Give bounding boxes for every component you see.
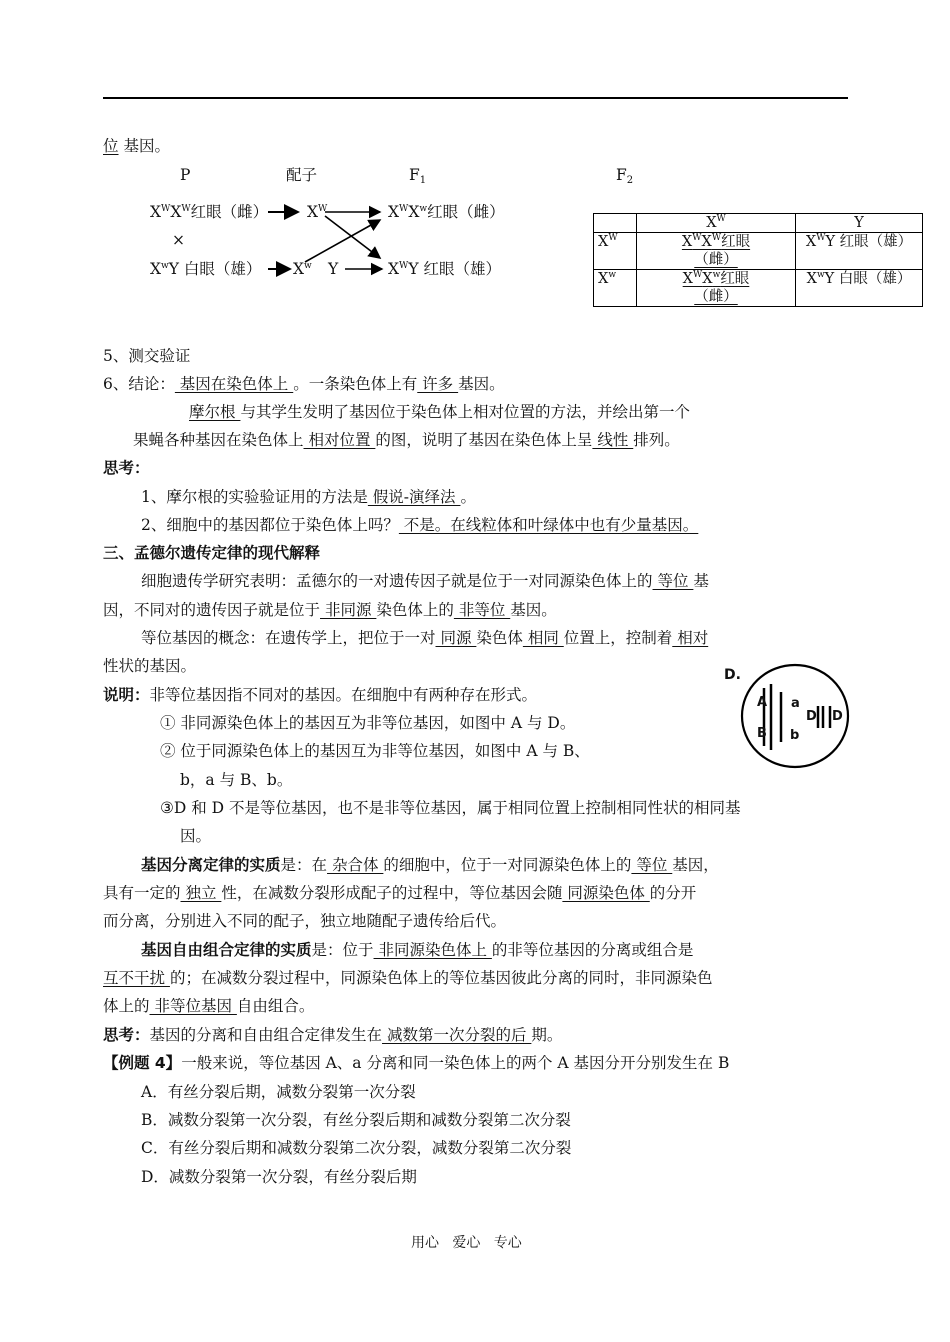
gene-D-right: D [832, 709, 843, 724]
lead-line: 位 基因。 [103, 137, 170, 155]
f1-male: $X^WY$ 红眼（雄） [388, 260, 501, 278]
para-2a: 等位基因的概念：在遗传学上，把位于一对 同源 染色体 相同 位置上，控制着 相对 [141, 629, 709, 647]
label-f1: $F_1$ [409, 166, 427, 186]
f2-punnett-table: $X^W$ Y $X^W$ $X^WX^W$红眼 （雌） $X^WY$ 红眼（雄） $X^w$ $X^WX^w$红眼 （雌） $X^wY$ 白眼（雄） [593, 213, 923, 307]
assortment-line-1: 基因自由组合定律的实质是：位于 非同源染色体上 的非等位基因的分离或组合是 [141, 941, 694, 959]
label-p: P [180, 166, 191, 184]
option-a: A．有丝分裂后期，减数分裂第一次分裂 [141, 1083, 416, 1101]
note-item-1: ① 非同源染色体上的基因互为非等位基因，如图中 A 与 D。 [160, 714, 576, 732]
figure-label: D. [724, 667, 741, 683]
label-gamete: 配子 [286, 166, 318, 184]
section-5: 5、测交验证 [103, 347, 191, 365]
segregation-line-1: 基因分离定律的实质是：在 杂合体 的细胞中，位于一对同源染色体上的 等位 基因， [141, 856, 719, 874]
gene-b: b [790, 728, 800, 743]
f1-female: $X^WX^w$红眼（雌） [388, 203, 505, 221]
option-d: D．减数分裂第一次分裂，有丝分裂后期 [141, 1168, 417, 1186]
option-c: C．有丝分裂后期和减数分裂第二次分裂，减数分裂第二次分裂 [141, 1139, 572, 1157]
example-4: 【例题 4】一般来说，等位基因 A、a 分离和同一染色体上的两个 A 基因分开分别发生在 B [103, 1054, 730, 1072]
assortment-line-3: 体上的 非等位基因 自由组合。 [103, 997, 315, 1015]
page-footer: 用心 爱心 专心 [411, 1235, 522, 1251]
option-b: B．减数分裂第一次分裂，有丝分裂后期和减数分裂第二次分裂 [141, 1111, 571, 1129]
para-1b: 因，不同对的遗传因子就是位于 非同源 染色体上的 非等位 基因。 [103, 601, 557, 619]
morgan-line-2: 果蝇各种基因在染色体上 相对位置 的图，说明了基因在染色体上呈 线性 排列。 [133, 431, 680, 449]
p-male: $X^wY$ 白眼（雄） [150, 260, 262, 278]
cross-symbol: × [172, 231, 185, 249]
p-female: $X^WX^W$红眼（雌） [150, 203, 269, 221]
segregation-line-3: 而分离，分别进入不同的配子，独立地随配子遗传给后代。 [103, 912, 507, 930]
gamete-male-y: Y [328, 260, 339, 278]
segregation-line-2: 具有一定的 独立 性，在减数分裂形成配子的过程中，等位基因会随 同源染色体 的分开 [103, 884, 697, 902]
gene-D-left: D [806, 709, 817, 724]
note-item-3b: 因。 [180, 827, 212, 845]
morgan-line-1: 摩尔根 与其学生发明了基因位于染色体上相对位置的方法，并绘出第一个 [189, 403, 690, 421]
note-line: 说明：非等位基因指不同对的基因。在细胞中有两种存在形式。 [103, 686, 538, 704]
note-item-2b: b，a 与 B、b。 [180, 771, 293, 789]
note-item-2a: ② 位于同源染色体上的基因互为非等位基因，如图中 A 与 B、 [160, 742, 590, 760]
question-2: 2、细胞中的基因都位于染色体上吗？ 不是。在线粒体和叶绿体中也有少量基因。 [141, 516, 699, 534]
para-1a: 细胞遗传学研究表明：孟德尔的一对遗传因子就是位于一对同源染色体上的 等位 基 [141, 572, 709, 590]
para-2b: 性状的基因。 [103, 657, 197, 675]
gene-B: B [757, 726, 767, 741]
label-f2: $F_2$ [616, 166, 634, 186]
gamete-female: $X^W$ [307, 203, 328, 221]
gene-a: a [791, 696, 800, 711]
assortment-line-2: 互不干扰 的；在减数分裂过程中，同源染色体上的等位基因彼此分离的同时，非同源染色 [103, 969, 713, 987]
section-3-heading: 三、孟德尔遗传定律的现代解释 [103, 544, 321, 562]
gene-A: A [757, 695, 768, 710]
question-1: 1、摩尔根的实验验证用的方法是 假说-演绎法 。 [141, 488, 476, 506]
gamete-male-x: $X^w$ [293, 260, 312, 278]
think-2: 思考：基因的分离和自由组合定律发生在 减数第一次分裂的后 期。 [103, 1026, 563, 1044]
think-label-1: 思考： [103, 459, 150, 477]
note-item-3a: ③D 和 D 不是等位基因，也不是非等位基因，属于相同位置上控制相同性状的相同基 [160, 799, 741, 817]
section-6: 6、结论： 基因在染色体上 。一条染色体上有 许多 基因。 [103, 375, 505, 393]
